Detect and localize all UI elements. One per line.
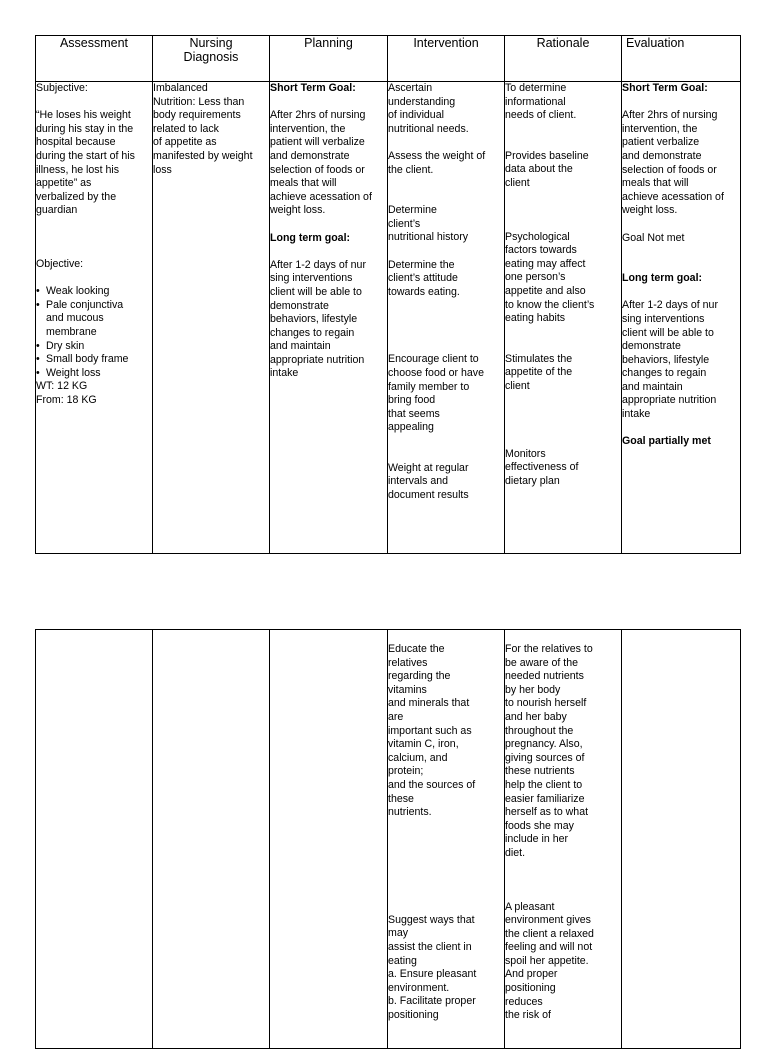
header-nursing-diagnosis: Nursing Diagnosis [153,36,270,82]
evaluation-line: intake [622,408,651,421]
intervention-line: client’s attitude [388,272,458,285]
evaluation-line: sing interventions [622,312,705,325]
planning-long-term-label: Long term goal: [270,231,351,244]
evaluation-line: patient verbalize [622,136,700,149]
rationale-line: client [505,176,530,189]
rationale-line: giving sources of [505,751,585,764]
intervention-line: choose food or have [388,366,485,379]
planning-line: behaviors, lifestyle [270,313,358,326]
intervention-line: positioning [388,1008,439,1021]
objective-item: • Pale conjunctiva [36,298,124,311]
intervention-line: of individual [388,109,444,122]
intervention-line: Determine the [388,258,455,271]
evaluation-line: selection of foods or [622,163,717,176]
diagnosis-line: related to lack [153,122,219,135]
intervention-line: Encourage client to [388,353,479,366]
rationale-line: Monitors [505,447,546,460]
objective-item: • Weak looking [36,285,110,298]
planning-line: intake [270,367,299,380]
planning-line: achieve acessation of [270,190,372,203]
intervention-line: family member to [388,380,470,393]
intervention-line: vitamins [388,683,427,696]
planning-line: selection of foods or [270,163,365,176]
subjective-line: guardian [36,204,78,217]
rationale-line: needs of client. [505,109,577,122]
diagnosis-line: body requirements [153,109,241,122]
rationale-line: client [505,379,530,392]
diagnosis-cell [153,82,270,554]
evaluation-line: meals that will [622,177,689,190]
rationale-line: one person’s [505,271,566,284]
subjective-line: verbalized by the [36,190,117,203]
evaluation-cell-empty [622,630,741,1049]
intervention-line: environment. [388,981,450,994]
rationale-line: For the relatives to [505,643,593,655]
header-row [36,36,741,82]
rationale-line: To determine [505,82,567,94]
evaluation-short-term-label: Short Term Goal: [622,82,708,94]
rationale-line: And proper [505,968,558,981]
rationale-line: easier familiarize [505,792,585,805]
rationale-line: dietary plan [505,474,560,487]
planning-line: sing interventions [270,272,353,285]
intervention-line: regarding the [388,670,451,683]
planning-line: patient will verbalize [270,136,365,149]
rationale-line: be aware of the [505,656,579,669]
rationale-line: factors towards [505,244,577,257]
rationale-line: spoil her appetite. [505,954,589,967]
planning-line: and maintain [270,340,331,353]
rationale-line: the client a relaxed [505,927,594,940]
rationale-line: appetite and also [505,284,586,297]
header-intervention: Intervention [388,36,505,82]
rationale-line: eating may affect [505,257,586,270]
rationale-line: data about the [505,163,573,176]
rationale-line: Stimulates the [505,352,573,365]
evaluation-line: achieve acessation of [622,190,724,203]
rationale-line: the risk of [505,1009,551,1022]
rationale-line: Psychological [505,230,570,243]
objective-item-continued: and mucous [46,312,104,325]
diagnosis-cell-empty [153,630,270,1049]
planning-line: appropriate nutrition [270,353,365,366]
planning-short-term-label: Short Term Goal: [270,82,356,94]
planning-line: meals that will [270,177,337,190]
rationale-line: eating habits [505,312,566,325]
header-assessment: Assessment [36,36,153,82]
evaluation-line: demonstrate [622,340,681,353]
rationale-line: A pleasant [505,900,555,913]
subjective-line: during the start of his [36,149,135,162]
assessment-cell-empty [36,630,153,1049]
evaluation-line: and demonstrate [622,149,702,162]
objective-item-continued: membrane [46,325,97,338]
evaluation-line: and maintain [622,380,683,393]
rationale-line: to nourish herself [505,697,587,710]
planning-line: After 1-2 days of nur [270,258,366,271]
evaluation-line: client will be able to [622,326,714,339]
rationale-line: help the client to [505,778,583,791]
intervention-line: bring food [388,394,436,407]
planning-cell [270,82,388,554]
planning-line: After 2hrs of nursing [270,109,366,122]
header-evaluation: Evaluation [622,36,741,82]
planning-cell-empty [270,630,388,1049]
rationale-line: positioning [505,982,556,995]
intervention-line: and the sources of [388,778,476,791]
intervention-line: a. Ensure pleasant [388,968,477,981]
evaluation-cell [622,82,741,554]
rationale-line: and her baby [505,710,567,723]
evaluation-line: intervention, the [622,122,698,135]
intervention-line: and minerals that [388,697,470,710]
intervention-line: relatives [388,656,428,669]
subjective-line: hospital because [36,136,116,149]
intervention-cell [388,82,505,554]
evaluation-line: changes to regain [622,367,707,380]
rationale-line: to know the client’s [505,298,595,311]
subjective-line: appetite” as [36,177,92,190]
planning-line: changes to regain [270,326,355,339]
assessment-cell [36,82,153,554]
evaluation-line: After 1-2 days of nur [622,299,718,312]
rationale-line: appetite of the [505,366,573,379]
evaluation-line: After 2hrs of nursing [622,109,718,122]
intervention-line: assist the client in [388,940,472,953]
rationale-line: include in her [505,833,569,846]
intervention-line: Suggest ways that [388,913,475,926]
evaluation-line: weight loss. [622,204,678,217]
rationale-line: reduces [505,995,543,1008]
objective-item: • Dry skin [36,339,85,352]
header-rationale: Rationale [505,36,622,82]
subjective-line: illness, he lost his [36,163,120,176]
rationale-line: effectiveness of [505,461,579,474]
intervention-line: Educate the [388,643,445,655]
intervention-line: eating [388,954,417,967]
intervention-line: appealing [388,421,434,434]
planning-line: weight loss. [270,204,326,217]
intervention-line: intervals and [388,475,449,488]
intervention-line: the client. [388,163,434,176]
planning-line: and demonstrate [270,149,350,162]
intervention-line: client’s [388,217,421,230]
subjective-label: Subjective: [36,82,88,94]
subjective-line: “He loses his weight [36,109,131,122]
rationale-line: Provides baseline [505,149,589,162]
intervention-line: b. Facilitate proper [388,995,476,1008]
rationale-line: environment gives [505,914,591,927]
objective-label: Objective: [36,257,84,270]
planning-line: intervention, the [270,122,346,135]
intervention-line: nutritional needs. [388,122,469,135]
long-term-goal-result: Goal partially met [622,435,711,448]
intervention-line: vitamin C, iron, [388,738,459,751]
rationale-line: diet. [505,846,526,859]
intervention-line: nutritional history [388,231,469,244]
intervention-cell [388,630,505,1049]
diagnosis-line: Imbalanced [153,82,208,94]
body-row [36,82,741,554]
intervention-line: Determine [388,204,437,217]
evaluation-line: appropriate nutrition [622,394,717,407]
subjective-line: during his stay in the [36,122,134,135]
intervention-line: understanding [388,95,456,108]
intervention-line: Weight at regular [388,461,469,474]
evaluation-long-term-label: Long term goal: [622,272,703,285]
diagnosis-line: manifested by weight [153,149,253,162]
evaluation-line: behaviors, lifestyle [622,353,710,366]
intervention-line: are [388,710,404,723]
intervention-line: these [388,792,414,805]
planning-line: demonstrate [270,299,329,312]
rationale-cell [505,630,622,1049]
rationale-line: foods she may [505,819,574,832]
intervention-line: towards eating. [388,285,460,298]
rationale-line: herself as to what [505,806,589,819]
intervention-line: important such as [388,724,472,737]
diagnosis-line: Nutrition: Less than [153,95,245,108]
intervention-line: protein; [388,765,424,778]
care-plan-table-1 [35,35,741,554]
objective-list [36,285,152,380]
rationale-line: by her body [505,683,561,696]
intervention-line: that seems [388,407,440,420]
intervention-line: nutrients. [388,806,432,819]
diagnosis-line: of appetite as [153,136,217,149]
rationale-line: pregnancy. Also, [505,738,583,751]
objective-item: • Weight loss [36,366,101,379]
rationale-line: needed nutrients [505,670,584,683]
body-row [36,630,741,1049]
intervention-line: document results [388,489,469,502]
rationale-line: these nutrients [505,765,575,778]
diagnosis-line: loss [153,163,172,176]
rationale-cell [505,82,622,554]
care-plan-table-2 [35,629,741,1049]
intervention-line: Ascertain [388,82,433,94]
objective-item: • Small body frame [36,353,129,366]
planning-line: client will be able to [270,285,362,298]
rationale-line: throughout the [505,724,574,737]
rationale-line: informational [505,95,566,108]
header-planning: Planning [270,36,388,82]
rationale-line: feeling and will not [505,941,593,954]
intervention-line: calcium, and [388,751,448,764]
short-term-goal-result: Goal Not met [622,231,685,244]
intervention-line: Assess the weight of [388,149,486,162]
previous-weight: From: 18 KG [36,393,97,406]
current-weight: WT: 12 KG [36,380,88,393]
intervention-line: may [388,927,409,940]
